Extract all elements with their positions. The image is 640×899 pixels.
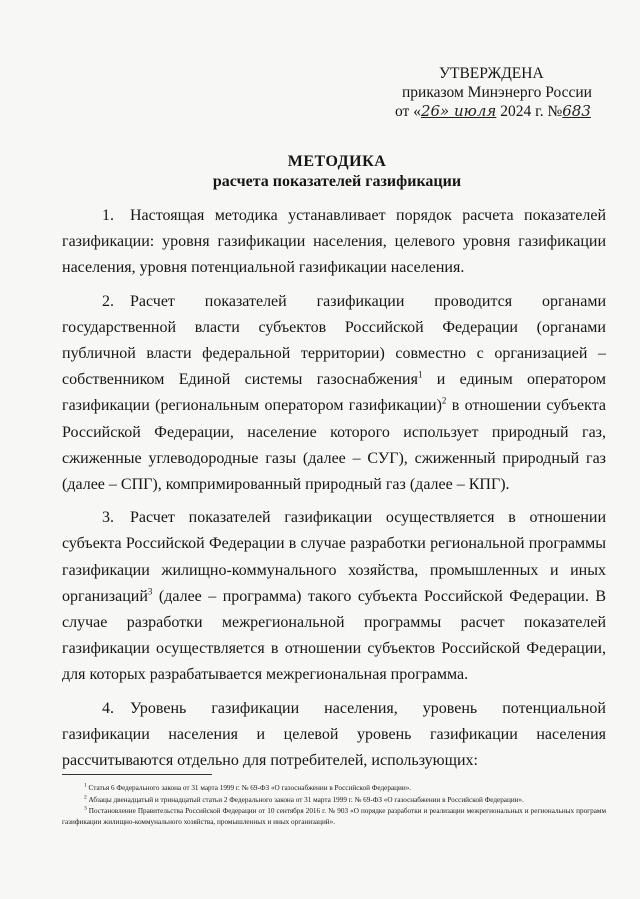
- handwritten-date: 26» июля: [420, 102, 497, 120]
- approval-year: 2024 г. №: [496, 103, 563, 120]
- document-title: [62, 152, 612, 192]
- paragraph-number: 2.: [102, 292, 114, 310]
- paragraph-4: [62, 696, 606, 775]
- paragraph-text: в отношении субъекта Российской Федерации, население которого использует природный газ, сжиженные углеводородные газы (далее – СУГ), сжиженный природный газ (далее – СПГ), компримированный природный газ (далее – КПГ).: [62, 397, 607, 494]
- title-subtitle: расчета показателей газификации: [212, 173, 462, 190]
- footnote-text: Постановление Правительства Российской Федерации от 10 сентября 2016 г. № 903 «О порядке разработки и реализации межрегиональных и региональных программ газификации жилищно-коммунального хозяйства, промышленных и иных организаций».: [62, 807, 606, 826]
- paragraph-text: Расчет показателей газификации осуществляется в отношении субъекта Российской Федерации в случае разработки региональной программы газификации жилищно-коммунального хозяйства, промышленных и иных организаций: [62, 509, 606, 605]
- footnote-mark: 3: [84, 805, 87, 812]
- approval-order: приказом Минэнерго России: [402, 84, 592, 101]
- footnote-3: [62, 806, 606, 827]
- approval-stamp: [392, 64, 628, 121]
- paragraph-text: Уровень газификации населения, уровень потенциальной газификации населения и целевой уровень газификации населения рассчитываются отдельно для потребителей, использующих:: [62, 699, 606, 770]
- footnote-text: Абзацы двенадцатый и тринадцатый статьи 2 Федерального закона от 31 марта 1999 г. № 69-ФЗ «О газоснабжении в Российской Федерации».: [88, 795, 524, 804]
- paragraph-text: и единым оператором газификации (региональным оператором газификации): [62, 371, 606, 415]
- paragraph-3: [62, 505, 606, 688]
- footnote-ref: 3: [147, 586, 153, 597]
- approval-date-line: [392, 102, 628, 121]
- paragraph-text: Настоящая методика устанавливает порядок расчета показателей газификации: уровня газификации населения, целевого уровня газификации населения, уровня потенциальной газификации населения.: [62, 207, 606, 277]
- footnote-1: [62, 783, 606, 794]
- paragraph-number: 1.: [102, 207, 114, 224]
- title-main: МЕТОДИКА: [287, 153, 387, 170]
- paragraph-text: Расчет показателей газификации проводится органами государственной власти субъектов Российской Федерации (органами публичной власти федеральной территории) совместно с организацией – собственником Единой системы газоснабжения: [62, 292, 606, 389]
- footnote-text: Статья 6 Федерального закона от 31 марта 1999 г. № 69-ФЗ «О газоснабжении в Российской Федерации».: [88, 784, 412, 792]
- footnote-divider: [62, 774, 212, 775]
- footnote-ref: 1: [417, 369, 423, 380]
- footnote-ref: 2: [441, 396, 447, 407]
- document-body: [62, 203, 606, 781]
- footnote-mark: 2: [84, 794, 87, 801]
- approval-date-prefix: от «: [395, 103, 421, 120]
- handwritten-order-number: 683: [562, 102, 591, 120]
- paragraph-2: [62, 289, 606, 499]
- footnote-mark: 1: [84, 782, 87, 789]
- paragraph-number: 3.: [102, 509, 114, 527]
- approval-title: УТВЕРЖДЕНА: [439, 65, 544, 82]
- paragraph-text: (далее – программа) такого субъекта Российской Федерации. В случае разработки межрегиональной программы расчет показателей газификации осуществляется в отношении субъектов Российской Федерации, для которых разрабатывается межрегиональная программа.: [62, 587, 606, 684]
- paragraph-1: [62, 203, 606, 282]
- paragraph-number: 4.: [102, 699, 114, 717]
- footnote-2: [62, 795, 606, 806]
- footnotes: [62, 783, 606, 828]
